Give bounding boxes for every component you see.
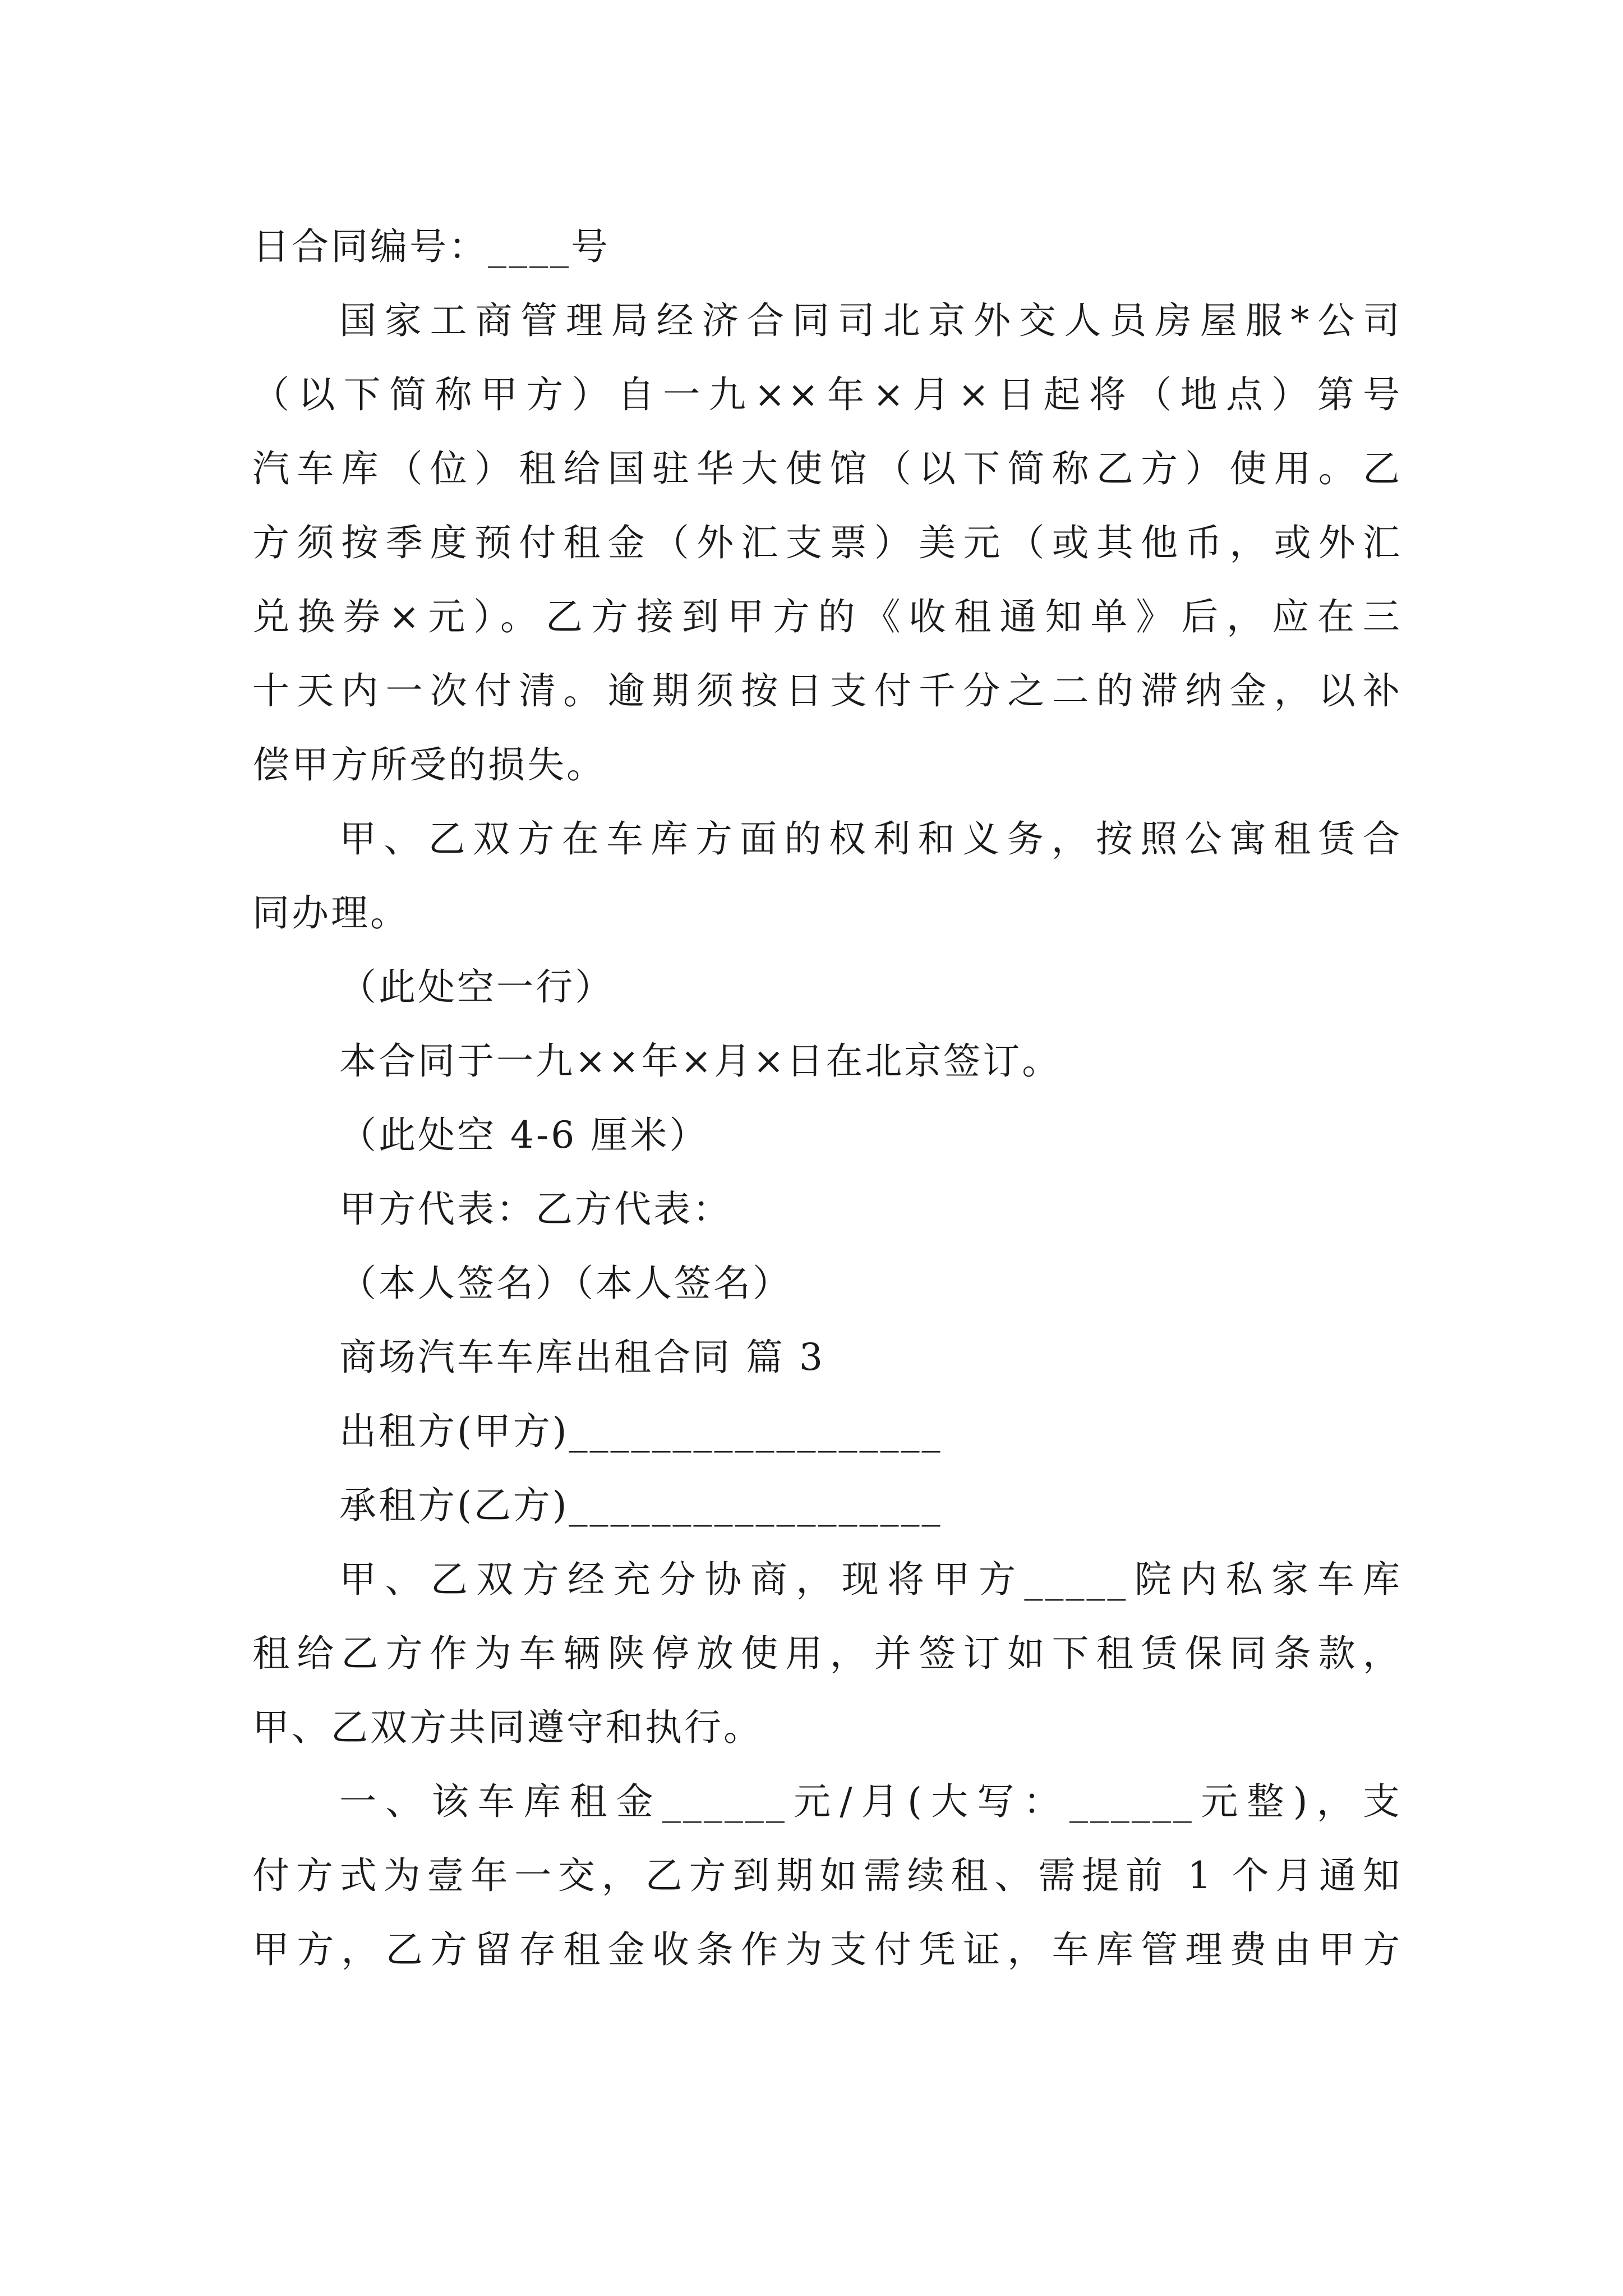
paragraph-line: 十天内一次付清。逾期须按日支付千分之二的滞纳金，以补 xyxy=(252,669,1402,712)
paragraph-line: 甲、乙双方在车库方面的权利和义务，按照公寓租赁合 xyxy=(339,817,1402,861)
paragraph-line: 租给乙方作为车辆陕停放使用，并签订如下租赁保同条款， xyxy=(252,1632,1402,1675)
paragraph-line: 汽车库（位）租给国驻华大使馆（以下简称乙方）使用。乙 xyxy=(252,447,1402,490)
paragraph-line: （以下简称甲方）自一九××年×月×日起将（地点）第号 xyxy=(252,373,1402,416)
paragraph-line: 甲、乙双方共同遵守和执行。 xyxy=(252,1706,763,1749)
lessor-line: 出租方(甲方)__________________ xyxy=(339,1410,943,1453)
section-heading: 商场汽车车库出租合同 篇 3 xyxy=(339,1336,825,1379)
paragraph-line: 兑换券×元）。乙方接到甲方的《收租通知单》后，应在三 xyxy=(252,595,1402,638)
signatures-line: （本人签名）（本人签名） xyxy=(339,1262,792,1305)
paragraph-line: 国家工商管理局经济合同司北京外交人员房屋服*公司 xyxy=(339,299,1402,342)
note-line: （此处空一行） xyxy=(339,965,614,1009)
clause-line: 甲方，乙方留存租金收条作为支付凭证，车库管理费由甲方 xyxy=(252,1928,1402,1971)
paragraph-line: 方须按季度预付租金（外汇支票）美元（或其他币，或外汇 xyxy=(252,521,1402,564)
contract-number-line: 日合同编号：____号 xyxy=(252,225,610,268)
paragraph-line: 甲、乙双方经充分协商，现将甲方_____院内私家车库 xyxy=(339,1558,1402,1601)
representatives-line: 甲方代表：乙方代表： xyxy=(339,1188,732,1231)
clause-line: 付方式为壹年一交，乙方到期如需续租、需提前 1 个月通知 xyxy=(252,1854,1402,1897)
paragraph-line: 同办理。 xyxy=(252,891,409,935)
clause-line: 一、该车库租金______元/月(大写：______元整)，支 xyxy=(339,1780,1402,1823)
note-line: （此处空 4-6 厘米） xyxy=(339,1114,709,1157)
lessee-line: 承租方(乙方)__________________ xyxy=(339,1484,943,1527)
signing-date-line: 本合同于一九××年×月×日在北京签订。 xyxy=(339,1039,1062,1083)
paragraph-line: 偿甲方所受的损失。 xyxy=(252,743,606,786)
